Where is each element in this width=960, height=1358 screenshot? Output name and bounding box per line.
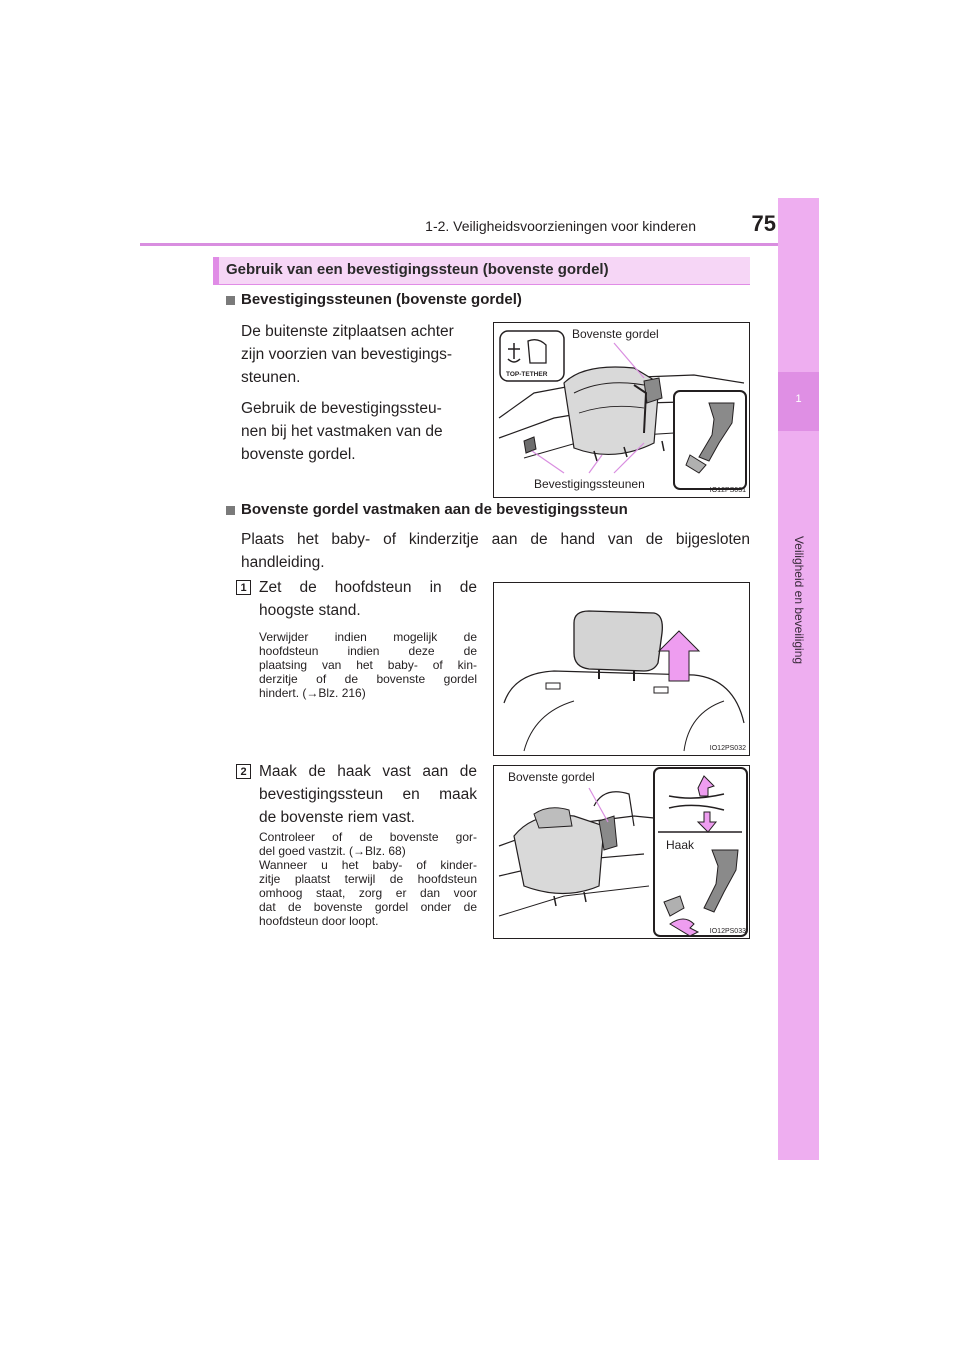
text-line: nen bij het vastmaken van de [241,423,443,440]
subheading-bevestigingssteunen: Bevestigingssteunen (bovenste gordel) [241,291,522,308]
figure-anchor-points [493,322,750,498]
text-line: hoogste stand. [259,602,361,619]
banner-underline [213,284,750,285]
header-rule [140,243,818,246]
callout-bovenste-gordel: Bovenste gordel [572,327,659,341]
figure-headrest-raise [493,582,750,756]
note-line: Verwijder indien mogelijk de [259,630,477,644]
chapter-side-tab [778,198,819,1160]
note-line: hindert. (→Blz. 216) [259,686,366,700]
text-line: De buitenste zitplaatsen achter [241,323,454,340]
text-line: steunen. [241,369,301,386]
note-line: omhoog staat, zorg er dan voor [259,886,477,900]
note-line: Controleer of de bovenste gor- [259,830,477,844]
chapter-label-text: Veiligheid en beveiliging [792,535,806,665]
step-number-1: 1 [236,580,251,595]
note-line: hoofdsteun indien deze de [259,644,477,658]
bullet-square [226,296,235,305]
callout-haak: Haak [666,838,695,852]
callout-bevestigingssteunen: Bevestigingssteunen [534,477,645,491]
subheading-gordel-vastmaken: Bovenste gordel vastmaken aan de bevestigingssteun [241,501,628,518]
note-line: del goed vastzit. (→Blz. 68) [259,844,406,858]
figure-headrest-raise-drawing [494,583,749,755]
note-line: hoofdsteun door loopt. [259,914,379,928]
bullet-square [226,506,235,515]
figure-attach-hook-drawing [494,766,749,938]
text-line: bevestigingssteun en maak [259,786,477,803]
figure-code: IO12PS033 [709,928,746,935]
text-line: Maak de haak vast aan de [259,763,477,780]
text-line: Plaats het baby- of kinderzitje aan de hand van de bijgesloten [241,531,750,548]
text-line: handleiding. [241,554,325,571]
note-line: dat de bovenste gordel onder de [259,900,477,914]
note-line: zitje plaatst terwijl de hoofdsteun [259,872,477,886]
text-line: Zet de hoofdsteun in de [259,579,477,596]
step2-text [259,760,477,829]
step2-note [259,830,477,928]
figure-anchor-points-drawing [494,323,749,497]
text-line: de bovenste riem vast. [259,809,415,826]
running-header: 1-2. Veiligheidsvoorzieningen voor kinderen [425,218,696,234]
step-number-2: 2 [236,764,251,779]
top-tether-badge-text: TOP-TETHER [506,371,548,378]
text-line: bovenste gordel. [241,446,356,463]
page-number: 75 [751,211,776,236]
step1-text [259,576,477,622]
note-line: Wanneer u het baby- of kinder- [259,858,477,872]
section2-intro [241,528,750,574]
figure-attach-hook [493,765,750,939]
callout-bovenste-gordel: Bovenste gordel [508,770,595,784]
section-banner-title: Gebruik van een bevestigingssteun (bovenste gordel) [226,261,609,278]
step1-note [259,630,477,700]
figure-code: IO12PS031 [709,487,746,494]
text-line: zijn voorzien van bevestigings- [241,346,453,363]
section1-paragraph [241,320,477,466]
text-line: Gebruik de bevestigingssteu- [241,400,442,417]
chapter-number: 1 [795,393,802,405]
figure-code: IO12PS032 [709,745,746,752]
note-line: derzitje of de bovenste gordel [259,672,477,686]
note-line: plaatsing van het baby- of kin- [259,658,477,672]
